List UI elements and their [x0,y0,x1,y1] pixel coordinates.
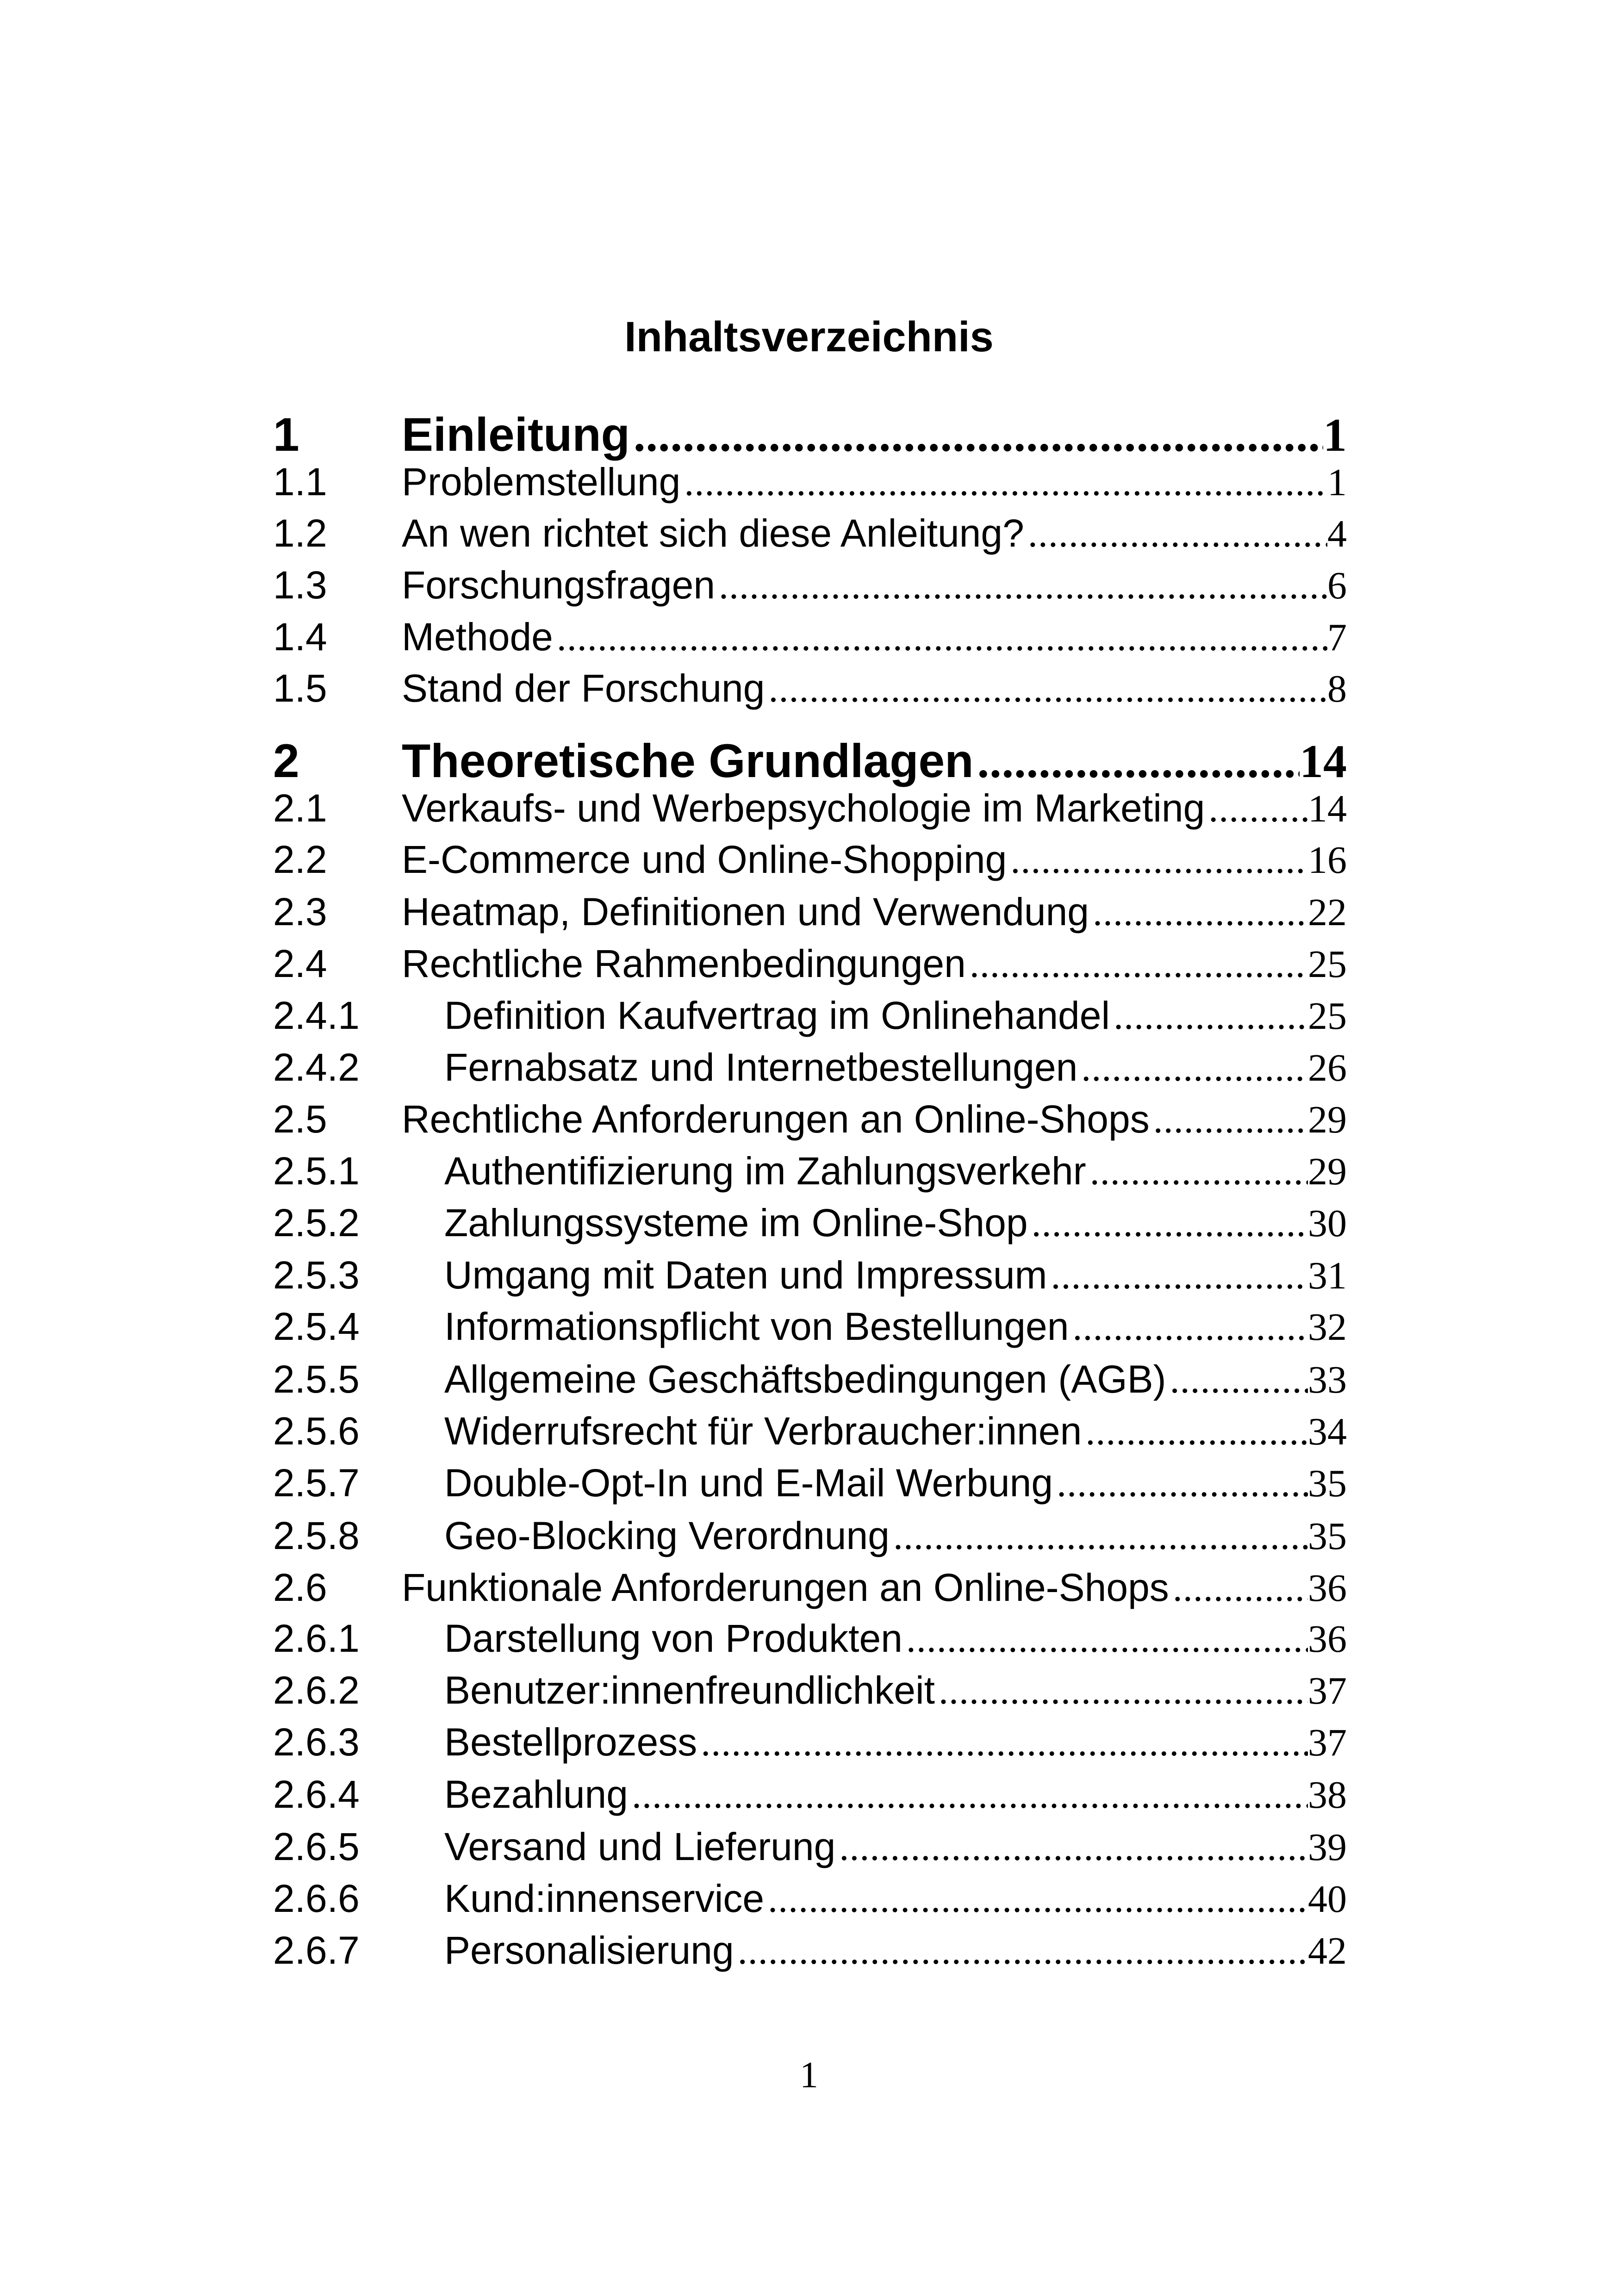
toc-entry[interactable] [273,1041,1347,1093]
toc-entry-page: 36 [1308,1618,1347,1661]
toc-dot-leader [1166,1354,1308,1406]
toc-entry-label: Allgemeine Geschäftsbedingungen (AGB) [444,1357,1166,1401]
toc-entry-page: 37 [1308,1721,1347,1764]
toc-dot-leader [1169,1562,1308,1614]
toc-dot-leader [1082,1406,1308,1458]
toc-entry-label: Geo-Blocking Verordnung [444,1514,890,1557]
toc-entry[interactable] [273,1664,1347,1716]
toc-dot-leader [1024,508,1327,560]
toc-entry-number: 2.6.3 [273,1720,360,1764]
toc-entry-number: 1.5 [273,666,327,710]
toc-dot-leader [764,1873,1308,1925]
toc-entry[interactable] [273,1145,1347,1197]
toc-entry-label: Double-Opt-In und E-Mail Werbung [444,1461,1053,1505]
toc-entry-page: 30 [1308,1202,1347,1245]
toc-entry[interactable] [273,1612,1347,1664]
toc-entry-number: 2.5.1 [273,1149,360,1193]
toc-dot-leader [935,1665,1308,1717]
toc-entry[interactable] [273,731,1347,790]
toc-entry-label: Heatmap, Definitionen und Verwendung [402,890,1089,933]
toc-entry-label: Funktionale Anforderungen an Online-Shops [402,1566,1169,1609]
toc-dot-leader [835,1822,1308,1873]
toc-entry-page: 1 [1323,409,1347,461]
toc-entry-label: Bezahlung [444,1773,628,1816]
toc-entry[interactable] [273,507,1347,559]
toc-entry-page: 35 [1308,1515,1347,1558]
toc-entry-number: 2.5.3 [273,1253,360,1297]
toc-entry-label: Informationspflicht von Bestellungen [444,1305,1069,1348]
toc-entry-number: 2.5.8 [273,1514,360,1557]
page-number: 1 [800,2055,818,2096]
toc-entry-label: Umgang mit Daten und Impressum [444,1253,1047,1297]
toc-entry-label: Versand und Lieferung [444,1825,836,1868]
toc-entry-label: E-Commerce und Online-Shopping [402,838,1007,881]
toc-entry-page: 39 [1308,1826,1347,1869]
toc-entry-page: 42 [1308,1929,1347,1972]
toc-dot-leader [1089,887,1308,939]
toc-entry-page: 35 [1308,1462,1347,1505]
toc-entry-page: 16 [1308,839,1347,882]
toc-entry-number: 2.6.6 [273,1877,360,1920]
toc-dot-leader [553,612,1327,664]
toc-entry-label: Methode [402,615,553,659]
toc-entry-number: 1.4 [273,615,327,659]
toc-entry[interactable] [273,1510,1347,1562]
toc-entry-page: 25 [1308,943,1347,986]
toc-dot-leader [902,1613,1308,1665]
toc-entry-number: 2.5.6 [273,1409,360,1453]
toc-entry-page: 4 [1327,512,1347,555]
toc-entry[interactable] [273,1249,1347,1301]
toc-dot-leader [1150,1094,1308,1146]
toc-dot-leader [697,1717,1308,1769]
toc-entry-page: 29 [1308,1098,1347,1141]
toc-entry[interactable] [273,782,1347,834]
toc-entry-number: 2.6 [273,1566,327,1609]
toc-entry-label: Einleitung [402,408,630,461]
toc-dot-leader [1086,1146,1308,1198]
toc-entry[interactable] [273,1716,1347,1768]
toc-entry-label: Benutzer:innenfreundlichkeit [444,1668,935,1712]
toc-entry[interactable] [273,1353,1347,1405]
toc-dot-leader [1047,1250,1308,1302]
toc-entry-page: 33 [1308,1358,1347,1401]
toc-dot-leader [1110,990,1308,1042]
toc-entry-number: 2.6.2 [273,1668,360,1712]
toc-entry-number: 2.5 [273,1097,327,1141]
toc-entry-number: 2.1 [273,786,327,830]
toc-entry-number: 2.4.2 [273,1045,360,1089]
toc-entry[interactable] [273,1457,1347,1509]
toc-entry-label: Forschungsfragen [402,563,716,607]
toc-entry[interactable] [273,886,1347,938]
toc-entry-label: Kund:innenservice [444,1877,765,1920]
toc-entry[interactable] [273,989,1347,1041]
toc-entry-label: Darstellung von Produkten [444,1617,902,1660]
toc-entry-label: Verkaufs- und Werbepsychologie im Marketing [402,786,1205,830]
toc-entry-page: 31 [1308,1254,1347,1297]
toc-entry[interactable] [273,456,1347,508]
toc-entry-label: Fernabsatz und Internetbestellungen [444,1045,1078,1089]
toc-entry-page: 29 [1308,1150,1347,1193]
toc-entry-number: 2.2 [273,838,327,881]
toc-entry[interactable] [273,938,1347,989]
toc-entry[interactable] [273,1562,1347,1613]
toc-entry-label: Widerrufsrecht für Verbraucher:innen [444,1409,1082,1453]
toc-entry-page: 14 [1300,735,1347,788]
toc-entry-label: An wen richtet sich diese Anleitung? [402,511,1024,555]
toc-entry-label: Stand der Forschung [402,666,765,710]
toc-entry-number: 2.4 [273,942,327,985]
toc-dot-leader [1053,1458,1308,1510]
toc-dot-leader [680,457,1327,509]
toc-dot-leader [1077,1042,1308,1094]
toc-entry[interactable] [273,662,1347,714]
toc-entry-number: 2.6.1 [273,1617,360,1660]
toc-entry-page: 32 [1308,1306,1347,1349]
toc-entry-label: Theoretische Grundlagen [402,734,974,787]
toc-dot-leader [1205,783,1308,835]
toc-entry[interactable] [273,1197,1347,1249]
toc-entry-label: Personalisierung [444,1929,734,1972]
toc-entry[interactable] [273,1873,1347,1924]
toc-heading: Inhaltsverzeichnis [624,313,994,361]
toc-entry[interactable] [273,834,1347,885]
toc-entry-page: 8 [1327,667,1347,710]
toc-entry-label: Bestellprozess [444,1720,697,1764]
toc-entry-label: Authentifizierung im Zahlungsverkehr [444,1149,1086,1193]
toc-entry-number: 1 [273,408,299,461]
toc-dot-leader [715,560,1327,612]
toc-entry-page: 38 [1308,1773,1347,1817]
toc-entry-number: 2.6.7 [273,1929,360,1972]
toc-entry-page: 1 [1327,461,1347,504]
toc-entry-number: 2.4.1 [273,994,360,1037]
toc-entry[interactable] [273,1924,1347,1976]
toc-entry[interactable] [273,1405,1347,1457]
toc-entry-page: 6 [1327,564,1347,607]
toc-entry[interactable] [273,611,1347,663]
toc-entry-page: 25 [1308,995,1347,1038]
toc-entry[interactable] [273,1300,1347,1352]
toc-entry[interactable] [273,559,1347,611]
toc-dot-leader [1069,1301,1308,1353]
toc-entry-page: 7 [1327,616,1347,659]
toc-entry-page: 36 [1308,1567,1347,1610]
toc-entry-number: 2.5.7 [273,1461,360,1505]
toc-entry-page: 40 [1308,1878,1347,1921]
toc-entry-number: 2 [273,734,299,787]
toc-entry[interactable] [273,405,1347,464]
toc-entry-number: 2.3 [273,890,327,933]
toc-entry-number: 2.6.5 [273,1825,360,1868]
toc-entry-number: 1.1 [273,460,327,504]
toc-entry[interactable] [273,1093,1347,1145]
toc-entry-number: 2.6.4 [273,1773,360,1816]
toc-entry-page: 14 [1308,787,1347,830]
toc-entry-page: 22 [1308,891,1347,934]
toc-entry-page: 37 [1308,1669,1347,1712]
toc-entry-number: 1.3 [273,563,327,607]
toc-entry-number: 2.5.4 [273,1305,360,1348]
toc-dot-leader [734,1925,1308,1977]
toc-entry-page: 26 [1308,1046,1347,1089]
toc-dot-leader [628,1769,1308,1821]
toc-entry-label: Definition Kaufvertrag im Onlinehandel [444,994,1110,1037]
toc-entry[interactable] [273,1768,1347,1820]
toc-entry-label: Rechtliche Rahmenbedingungen [402,942,966,985]
toc-dot-leader [1007,834,1308,886]
toc-entry-number: 2.5.2 [273,1201,360,1244]
toc-dot-leader [765,663,1327,715]
toc-entry[interactable] [273,1821,1347,1873]
toc-entry-label: Problemstellung [402,460,681,504]
toc-dot-leader [1028,1198,1308,1250]
toc-dot-leader [890,1511,1308,1562]
toc-entry-page: 34 [1308,1410,1347,1453]
toc-entry-number: 1.2 [273,511,327,555]
toc-entry-label: Zahlungssysteme im Online-Shop [444,1201,1028,1244]
toc-entry-number: 2.5.5 [273,1357,360,1401]
toc-entry-label: Rechtliche Anforderungen an Online-Shops [402,1097,1150,1141]
toc-dot-leader [966,939,1308,990]
